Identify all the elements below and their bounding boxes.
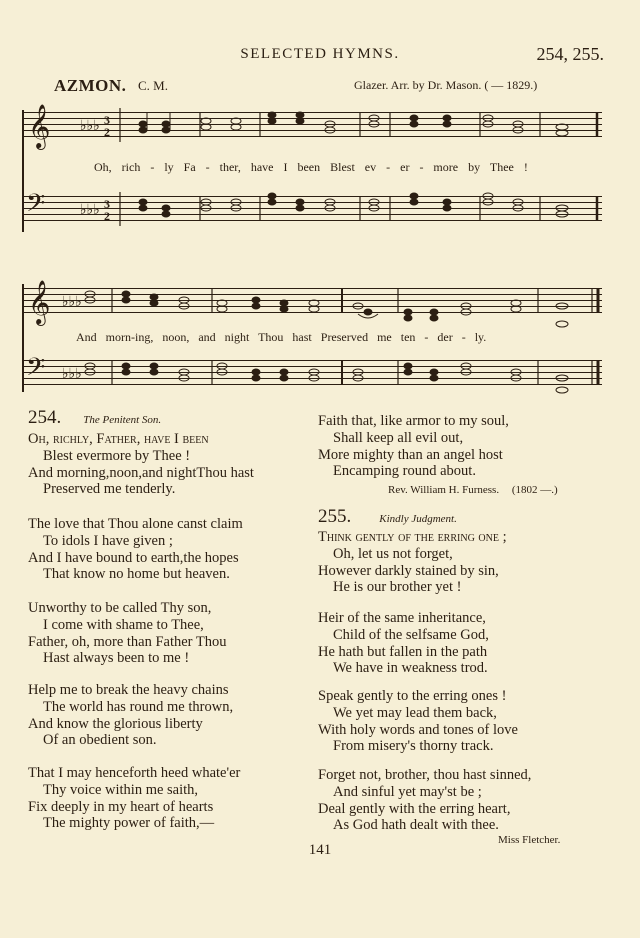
hymn-254-heading: [28, 407, 161, 429]
verse-line: As God hath dealt with thee.: [333, 817, 499, 834]
hymn-number: 255.: [318, 506, 352, 527]
treble-clef-icon: 𝄞: [28, 104, 51, 148]
verse-line: He is our brother yet !: [333, 579, 462, 596]
hymn-254-stanza-3: [28, 600, 226, 667]
verse-line: Forget not, brother, thou hast sinned,: [318, 767, 532, 783]
svg-text:♭♭♭: ♭♭♭: [62, 366, 82, 382]
running-head-title: SELECTED HYMNS.: [240, 46, 400, 62]
hymn-255-stanza-3: [318, 688, 518, 755]
lyrics-line-1: Oh, rich - ly Fa - ther, have I been Blest ev - er - more by Thee !: [94, 160, 528, 174]
verse-line: The love that Thou alone canst claim: [28, 516, 243, 532]
hymn-254-author: Rev. William H. Furness. (1802 —.): [388, 484, 558, 496]
verse-line: That I may henceforth heed whate'er: [28, 765, 241, 781]
svg-text:♭♭♭: ♭♭♭: [80, 202, 100, 218]
hymn-number: 254.: [28, 407, 62, 428]
verse-line: Faith that, like armor to my soul,: [318, 413, 509, 429]
verse-line: Fix deeply in my heart of hearts: [28, 798, 214, 815]
verse-line: Help me to break the heavy chains: [28, 682, 229, 698]
bass-clef-icon: 𝄢: [26, 189, 46, 224]
hymn-254-stanza-4: [28, 682, 233, 749]
tune-meter: C. M.: [138, 78, 168, 93]
verse-line: And sinful yet may'st be ;: [333, 783, 482, 800]
svg-text:2: 2: [104, 125, 110, 139]
verse-line: Heir of the same inheritance,: [318, 610, 486, 626]
hymn-255-author: Miss Fletcher.: [498, 834, 561, 846]
verse-line: Deal gently with the erring heart,: [318, 800, 511, 817]
running-head-hymn-numbers: 254, 255.: [536, 44, 604, 64]
verse-line: Think gently of the erring one ;: [318, 529, 507, 545]
verse-line: Unworthy to be called Thy son,: [28, 600, 212, 616]
verse-line: From misery's thorny track.: [333, 738, 494, 755]
verse-line: Encamping round about.: [333, 463, 476, 480]
verse-line: Father, oh, more than Father Thou: [28, 633, 227, 650]
tune-name: AZMON.: [54, 76, 127, 95]
verse-line: We yet may lead them back,: [333, 704, 497, 721]
verse-line: And I have bound to earth,the hopes: [28, 549, 239, 566]
hymn-255-stanza-2: [318, 610, 489, 677]
verse-line: He hath but fallen in the path: [318, 643, 488, 660]
svg-text:3: 3: [104, 197, 110, 211]
verse-line: Hast always been to me !: [43, 650, 190, 667]
verse-line: Blest evermore by Thee !: [43, 447, 191, 464]
treble-clef-icon: 𝄞: [28, 280, 51, 324]
bass-clef-icon: 𝄢: [26, 353, 46, 388]
verse-line: That know no home but heaven.: [43, 566, 230, 583]
verse-line: With holy words and tones of love: [318, 721, 518, 738]
system-1-notes: [22, 100, 604, 240]
hymn-254-stanza-6: [318, 413, 509, 480]
hymn-255-heading: [318, 506, 457, 528]
system-2-notes: [22, 276, 604, 402]
hymn-255-stanza-4: [318, 767, 531, 834]
verse-line: Speak gently to the erring ones !: [318, 688, 507, 704]
verse-line: Of an obedient son.: [43, 732, 157, 749]
hymn-254-stanza-1: [28, 431, 254, 498]
verse-line: Oh, let us not forget,: [333, 545, 453, 562]
hymn-title: The Penitent Son.: [83, 414, 162, 426]
verse-line: However darkly stained by sin,: [318, 562, 499, 579]
svg-text:3: 3: [104, 113, 110, 127]
verse-line: And know the glorious liberty: [28, 715, 203, 732]
verse-line: Thy voice within me saith,: [43, 781, 199, 798]
verse-line: Child of the selfsame God,: [333, 626, 489, 643]
hymn-title: Kindly Judgment.: [379, 513, 457, 525]
verse-line: Shall keep all evil out,: [333, 429, 464, 446]
verse-line: The world has round me thrown,: [43, 698, 234, 715]
verse-line: Preserved me tenderly.: [43, 481, 176, 498]
verse-line: We have in weakness trod.: [333, 660, 488, 677]
svg-text:♭♭♭: ♭♭♭: [62, 294, 82, 310]
verse-line: And morning,noon,and nightThou hast: [28, 464, 254, 481]
hymn-255-stanza-1: [318, 529, 507, 596]
verse-line: Oh, richly, Father, have I been: [28, 431, 209, 447]
lyrics-line-2: And morn-ing, noon, and night Thou hast Preserved me ten - der - ly.: [76, 330, 487, 344]
svg-text:2: 2: [104, 209, 110, 223]
page-number: 141: [308, 842, 332, 858]
hymn-254-stanza-5: [28, 765, 240, 832]
hymn-254-stanza-2: [28, 516, 243, 583]
verse-line: The mighty power of faith,—: [43, 815, 215, 832]
verse-line: To idols I have given ;: [43, 532, 173, 549]
verse-line: More mighty than an angel host: [318, 446, 503, 463]
verse-line: I come with shame to Thee,: [43, 616, 204, 633]
tune-credit: Glazer. Arr. by Dr. Mason. ( — 1829.): [354, 78, 538, 92]
svg-text:♭♭♭: ♭♭♭: [80, 118, 100, 134]
